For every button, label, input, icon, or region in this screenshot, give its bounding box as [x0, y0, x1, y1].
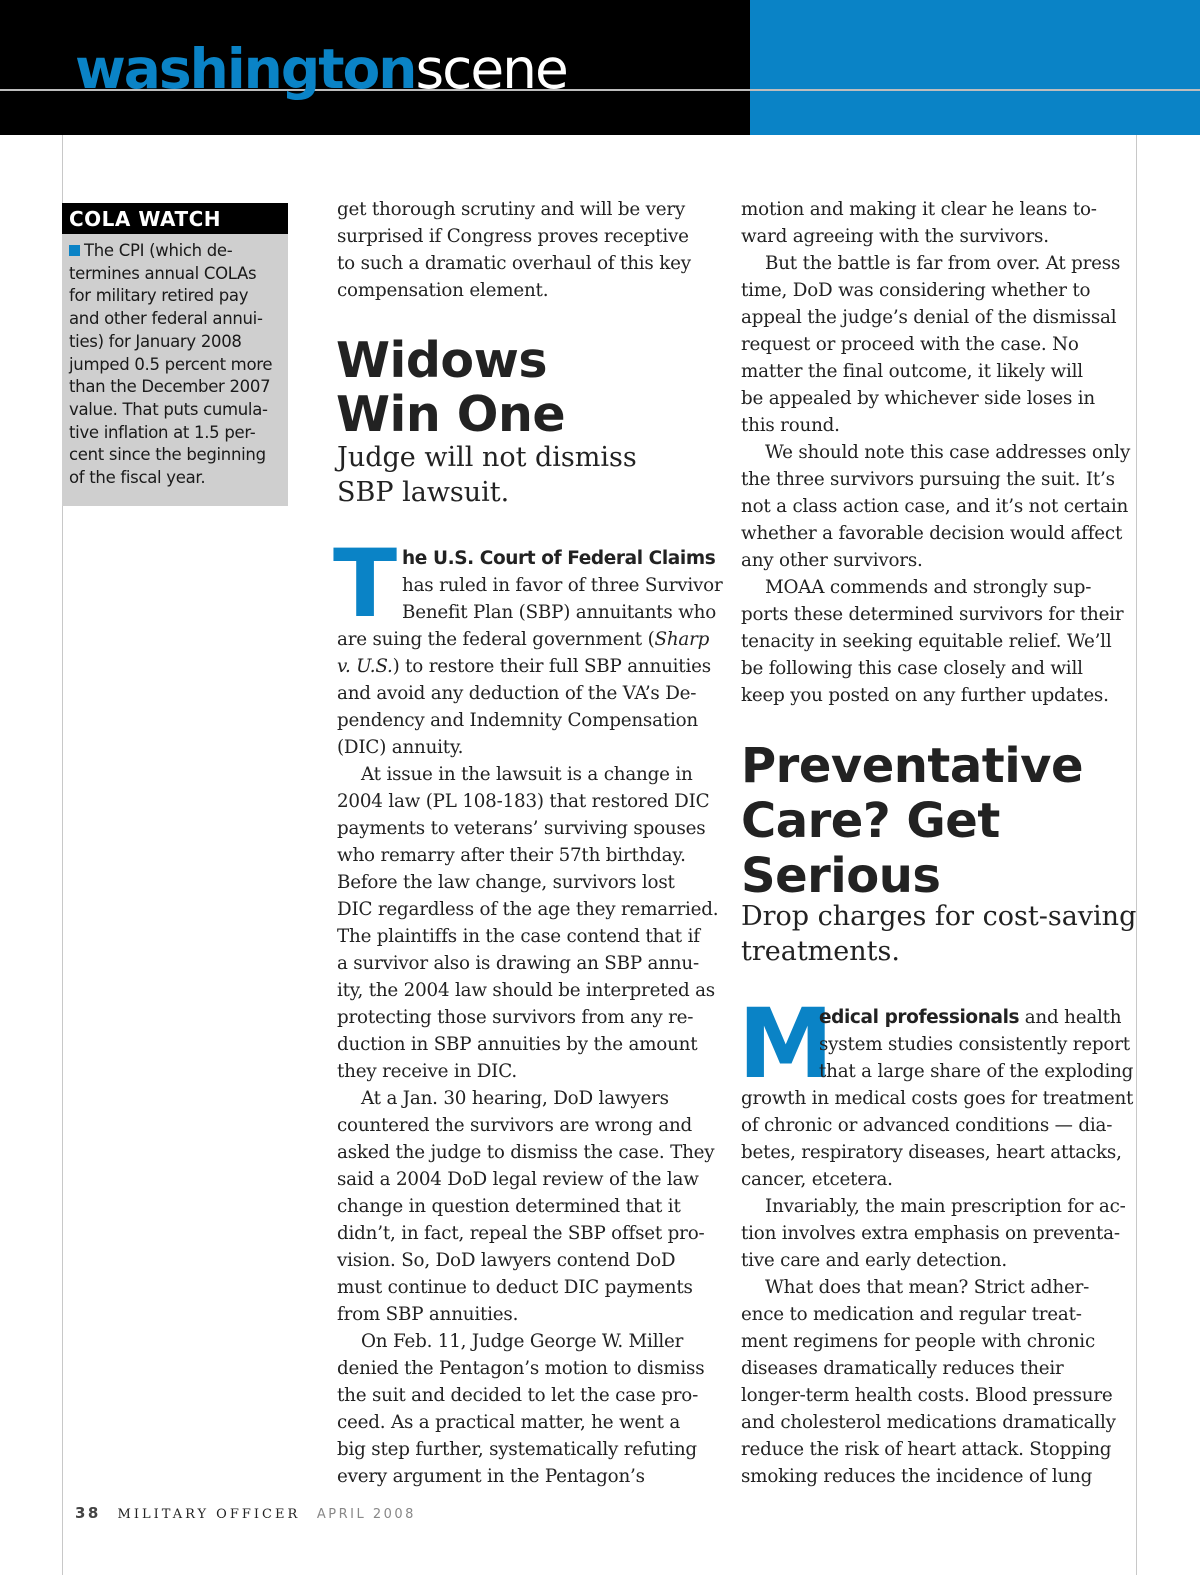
- body-line: request or proceed with the case. No: [741, 334, 1079, 355]
- body-line: be appealed by whichever side loses in: [741, 388, 1095, 409]
- section-title-scene: scene: [415, 37, 567, 101]
- header-bar-blue: [750, 0, 1200, 135]
- body-line: ceed. As a practical matter, he went a: [337, 1412, 681, 1433]
- body-line: The plaintiffs in the case contend that if: [337, 926, 700, 947]
- cola-line: cent since the beginning: [69, 445, 266, 465]
- cola-line: and other federal annui-: [69, 309, 263, 329]
- body-line: ports these determined survivors for their: [741, 604, 1124, 625]
- section-title: [75, 36, 567, 102]
- body-line: who remarry after their 57th birthday.: [337, 845, 686, 866]
- body-line: of chronic or advanced conditions — dia-: [741, 1115, 1113, 1136]
- body-line: ment regimens for people with chronic: [741, 1331, 1095, 1352]
- body-line: ence to medication and regular treat-: [741, 1304, 1082, 1325]
- widows-lead: he U.S. Court of Federal Claims has ruled in favor of three Survivor Benefit Plan (SBP) annuitants who: [402, 548, 723, 623]
- body-line: What does that mean? Strict adher-: [765, 1277, 1090, 1298]
- body-line: to such a dramatic overhaul of this key: [337, 253, 691, 274]
- cola-line: tive inflation at 1.5 per-: [69, 422, 256, 442]
- dropcap-m: M: [738, 988, 834, 1100]
- body-line: keep you posted on any further updates.: [741, 685, 1109, 706]
- body-line: At issue in the lawsuit is a change in: [361, 764, 693, 785]
- widows-body: are suing the federal government (Sharp v. U.S.) to restore their full SBP annuities and avoid any deduction of the VA’s De- pendency and Indemnity Compensation (DIC) annuity. At issue in the lawsuit is a change in 2004 law (PL 108-183) that restored DIC payments to veterans’ surviving spouses who remarry after their 57th birthday. Before the law change, survivors lost DIC regardless of the age they remarried. The plaintiffs in the case contend that if a survivor also is drawing an SBP annu- ity, the 2004 law should be interpreted as protecting those survivors from any re- duction in SBP annuities by the amount they receive in DIC. At a Jan. 30 hearing, DoD lawyers countered the survivors are wrong and asked the judge to dismiss the case. They said a 2004 DoD legal review of the law change in question determined that it didn’t, in fact, repeal the SBP offset pro- vision. So, DoD lawyers contend DoD must continue to deduct DIC payments from SBP annuities. On Feb. 11, Judge George W. Miller denied the Pentagon’s motion to dismiss the suit and decided to let the case pro- ceed. As a practical matter, he went a big step further, systematically refuting every argument in the Pentagon’s: [337, 626, 719, 1490]
- cola-line: ties) for January 2008: [69, 331, 242, 351]
- body-line: But the battle is far from over. At press: [765, 253, 1121, 274]
- body-line: asked the judge to dismiss the case. They: [337, 1142, 715, 1163]
- body-line: longer-term health costs. Blood pressure: [741, 1385, 1113, 1406]
- body-line: and avoid any deduction of the VA’s De-: [337, 683, 697, 704]
- body-line: cancer, etcetera.: [741, 1169, 893, 1190]
- body-line: get thorough scrutiny and will be very: [337, 199, 685, 220]
- body-line: time, DoD was considering whether to: [741, 280, 1091, 301]
- body-line: betes, respiratory diseases, heart attacks,: [741, 1142, 1122, 1163]
- cola-watch-title: COLA WATCH: [62, 203, 288, 234]
- body-line: appeal the judge’s denial of the dismissal: [741, 307, 1117, 328]
- body-line: On Feb. 11, Judge George W. Miller: [361, 1331, 684, 1352]
- square-bullet-icon: [69, 245, 80, 256]
- body-line: and cholesterol medications dramatically: [741, 1412, 1116, 1433]
- body-line: this round.: [741, 415, 840, 436]
- column-2-continued: [741, 196, 1131, 709]
- body-line: ward agreeing with the survivors.: [741, 226, 1049, 247]
- body-line: countered the survivors are wrong and: [337, 1115, 693, 1136]
- cola-watch-body: [62, 234, 288, 490]
- body-line: We should note this case addresses only: [765, 442, 1131, 463]
- body-line: growth in medical costs goes for treatment: [741, 1088, 1134, 1109]
- body-line: vision. So, DoD lawyers contend DoD: [337, 1250, 676, 1271]
- publication-name: MILITARY OFFICER: [117, 1507, 301, 1522]
- body-line: big step further, systematically refuting: [337, 1439, 697, 1460]
- body-line: tion involves extra emphasis on preventa-: [741, 1223, 1120, 1244]
- body-line: any other survivors.: [741, 550, 923, 571]
- body-line: 2004 law (PL 108-183) that restored DIC: [337, 791, 710, 812]
- cola-line: jumped 0.5 percent more: [69, 354, 273, 374]
- issue-date: APRIL 2008: [316, 1507, 416, 1522]
- body-line: DIC regardless of the age they remarried.: [337, 899, 719, 920]
- cola-line: than the December 2007: [69, 377, 271, 397]
- cola-watch-sidebar: [62, 203, 288, 506]
- body-line: tive care and early detection.: [741, 1250, 1007, 1271]
- widows-headline: Widows Win One: [336, 332, 566, 443]
- body-line: Before the law change, survivors lost: [337, 872, 675, 893]
- preventative-body: [741, 1085, 1134, 1490]
- body-line: the three survivors pursuing the suit. It’s: [741, 469, 1115, 490]
- cola-line: termines annual COLAs: [69, 263, 257, 283]
- body-line: MOAA commends and strongly sup-: [765, 577, 1092, 598]
- body-line: denied the Pentagon’s motion to dismiss: [337, 1358, 705, 1379]
- cola-line: value. That puts cumula-: [69, 399, 268, 419]
- body-line: must continue to deduct DIC payments: [337, 1277, 693, 1298]
- body-line: reduce the risk of heart attack. Stopping: [741, 1439, 1112, 1460]
- body-line: Invariably, the main prescription for ac-: [765, 1196, 1126, 1217]
- body-line: change in question determined that it: [337, 1196, 681, 1217]
- body-line: a survivor also is drawing an SBP annu-: [337, 953, 699, 974]
- body-line: matter the final outcome, it likely will: [741, 361, 1083, 382]
- body-line: protecting those survivors from any re-: [337, 1007, 694, 1028]
- body-line: (DIC) annuity.: [337, 737, 464, 758]
- preventative-headline: Preventative Care? Get Serious: [741, 738, 1083, 904]
- cola-line: for military retired pay: [69, 286, 249, 306]
- body-line: whether a favorable decision would affect: [741, 523, 1123, 544]
- right-page-rule: [1136, 135, 1137, 1575]
- section-title-washington: washington: [75, 37, 416, 101]
- dropcap-t: T: [333, 530, 398, 639]
- preventative-lead: edical professionals and health system studies consistently report that a large share of the exploding: [819, 1007, 1134, 1082]
- body-line: the suit and decided to let the case pro-: [337, 1385, 699, 1406]
- body-line: they receive in DIC.: [337, 1061, 517, 1082]
- body-line: ity, the 2004 law should be interpreted as: [337, 980, 715, 1001]
- body-line: pendency and Indemnity Compensation: [337, 710, 698, 731]
- body-line: from SBP annuities.: [337, 1304, 519, 1325]
- body-line: every argument in the Pentagon’s: [337, 1466, 645, 1487]
- body-line: duction in SBP annuities by the amount: [337, 1034, 698, 1055]
- body-line: said a 2004 DoD legal review of the law: [337, 1169, 699, 1190]
- body-line: diseases dramatically reduces their: [741, 1358, 1064, 1379]
- column-1-intro: [337, 196, 719, 304]
- body-line: smoking reduces the incidence of lung: [741, 1466, 1093, 1487]
- page-number: 38: [75, 1504, 101, 1522]
- body-line: not a class action case, and it’s not certain: [741, 496, 1129, 517]
- page-footer: [75, 1504, 416, 1522]
- widows-dek: Judge will not dismiss SBP lawsuit.: [337, 442, 637, 508]
- body-line: At a Jan. 30 hearing, DoD lawyers: [361, 1088, 669, 1109]
- body-line: compensation element.: [337, 280, 549, 301]
- cola-line: of the fiscal year.: [69, 468, 206, 488]
- cola-line: The CPI (which de-: [84, 241, 233, 260]
- body-line: tenacity in seeking equitable relief. We’ll: [741, 631, 1112, 652]
- body-line: surprised if Congress proves receptive: [337, 226, 689, 247]
- body-line: payments to veterans’ surviving spouses: [337, 818, 706, 839]
- body-line: be following this case closely and will: [741, 658, 1083, 679]
- preventative-dek: Drop charges for cost-saving treatments.: [741, 901, 1137, 967]
- body-line: didn’t, in fact, repeal the SBP offset pro-: [337, 1223, 705, 1244]
- body-line: motion and making it clear he leans to-: [741, 199, 1097, 220]
